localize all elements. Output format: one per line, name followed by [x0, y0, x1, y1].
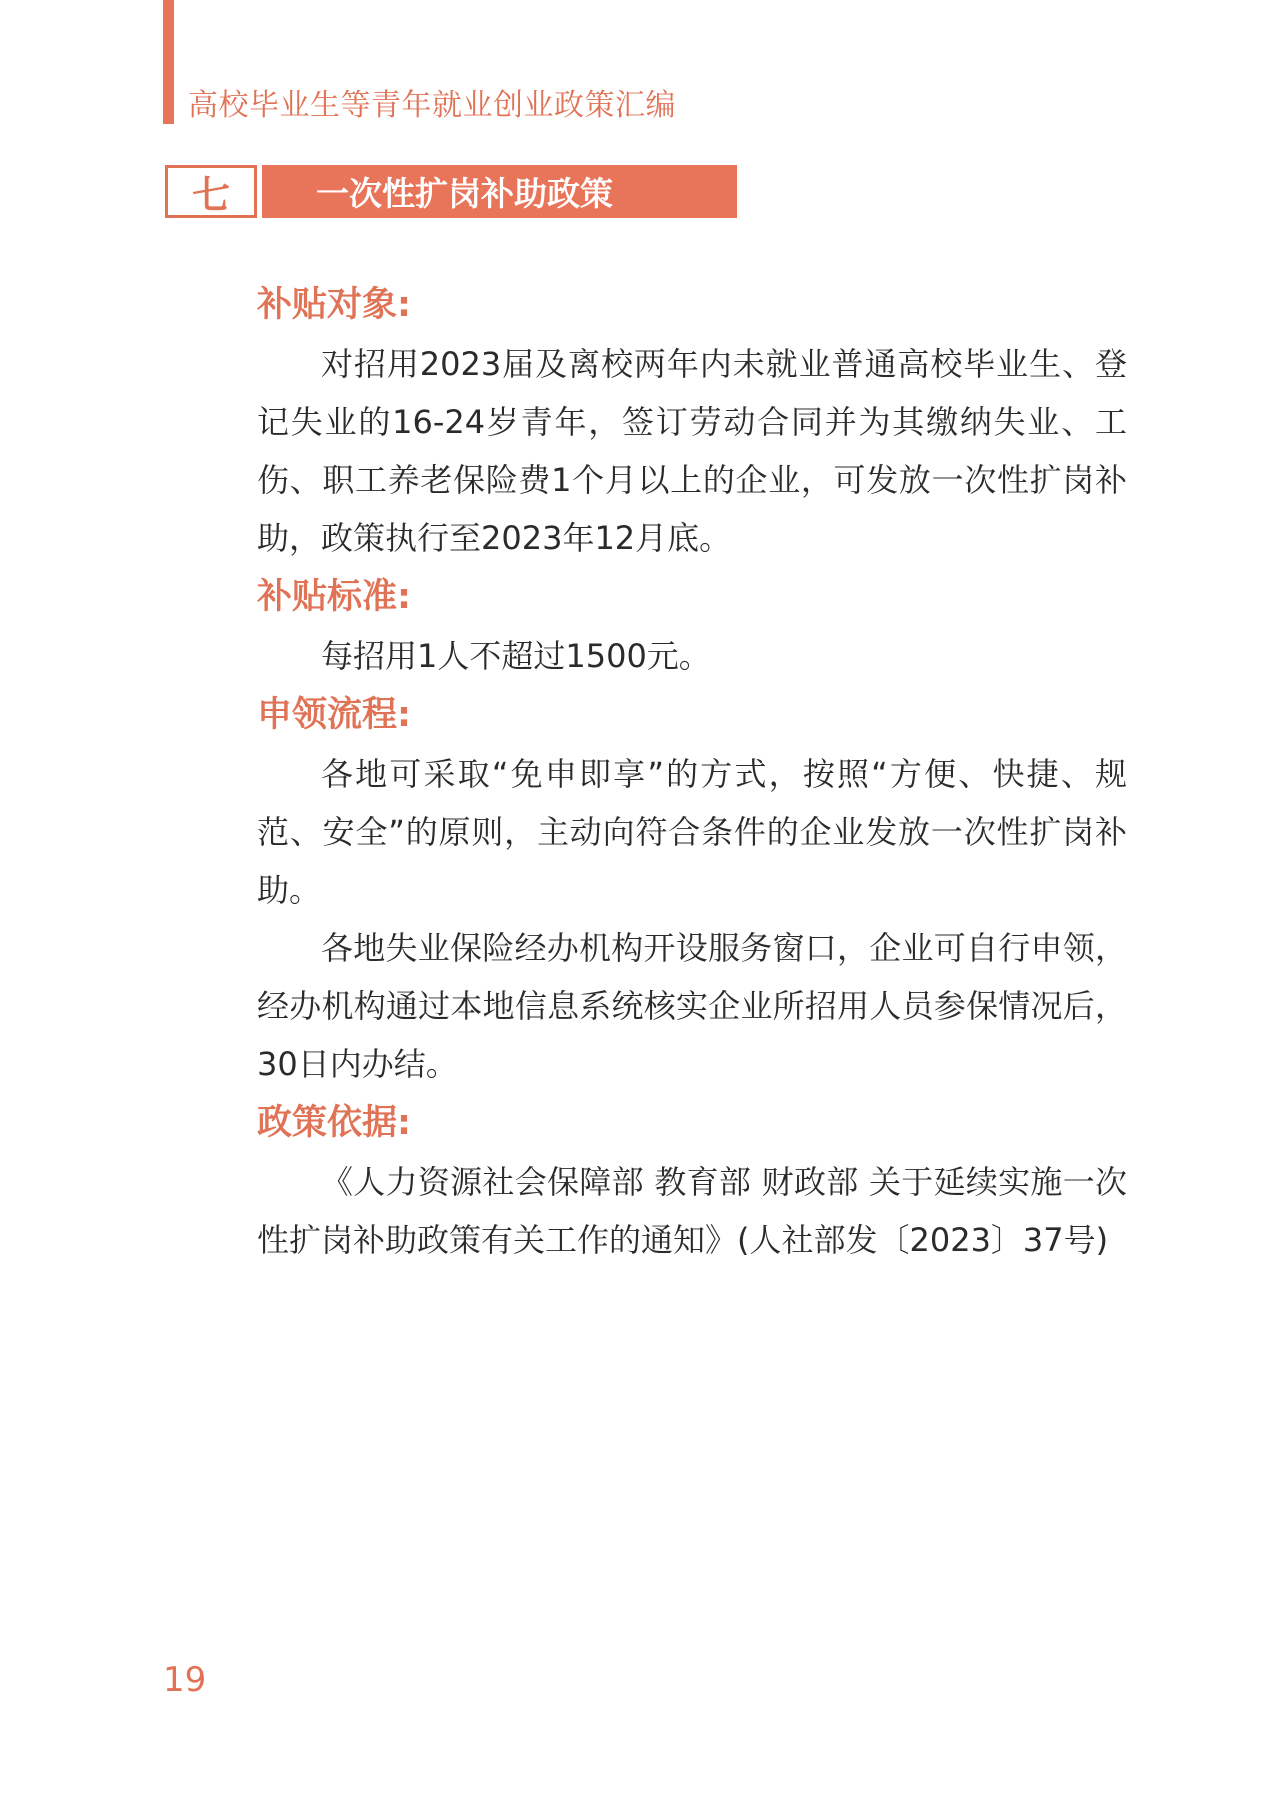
heading-application-process: 申领流程: [257, 695, 411, 735]
block-policy-basis [257, 1093, 1127, 1269]
section-title: 一次性扩岗补助政策 [262, 165, 737, 218]
paragraph: 对招用2023届及离校两年内未就业普通高校毕业生、登记失业的16-24岁青年，签订劳动合同并为其缴纳失业、工伤、职工养老保险费1个月以上的企业，可发放一次性扩岗补助，政策执行至2023年12月底。 [257, 345, 1127, 557]
block-application-process [257, 685, 1127, 1093]
section-banner [165, 165, 737, 218]
heading-policy-basis: 政策依据: [257, 1103, 411, 1143]
heading-subsidy-standard: 补贴标准: [257, 577, 411, 617]
header-accent-bar [163, 0, 174, 124]
paragraph: 每招用1人不超过1500元。 [321, 637, 711, 675]
paragraph: 《人力资源社会保障部 教育部 财政部 关于延续实施一次性扩岗补助政策有关工作的通知》(人社部发〔2023〕37号) [257, 1163, 1127, 1259]
page-number: 19 [163, 1660, 207, 1700]
paragraph: 各地可采取“免申即享”的方式，按照“方便、快捷、规范、安全”的原则，主动向符合条件的企业发放一次性扩岗补助。 [257, 755, 1127, 909]
policy-content [257, 275, 1127, 1269]
paragraph: 各地失业保险经办机构开设服务窗口，企业可自行申领，经办机构通过本地信息系统核实企业所招用人员参保情况后，30日内办结。 [257, 929, 1127, 1083]
block-subsidy-target [257, 275, 1127, 567]
section-number: 七 [165, 165, 257, 218]
block-subsidy-standard [257, 567, 1127, 685]
running-header: 高校毕业生等青年就业创业政策汇编 [188, 88, 676, 123]
heading-subsidy-target: 补贴对象: [257, 285, 411, 325]
